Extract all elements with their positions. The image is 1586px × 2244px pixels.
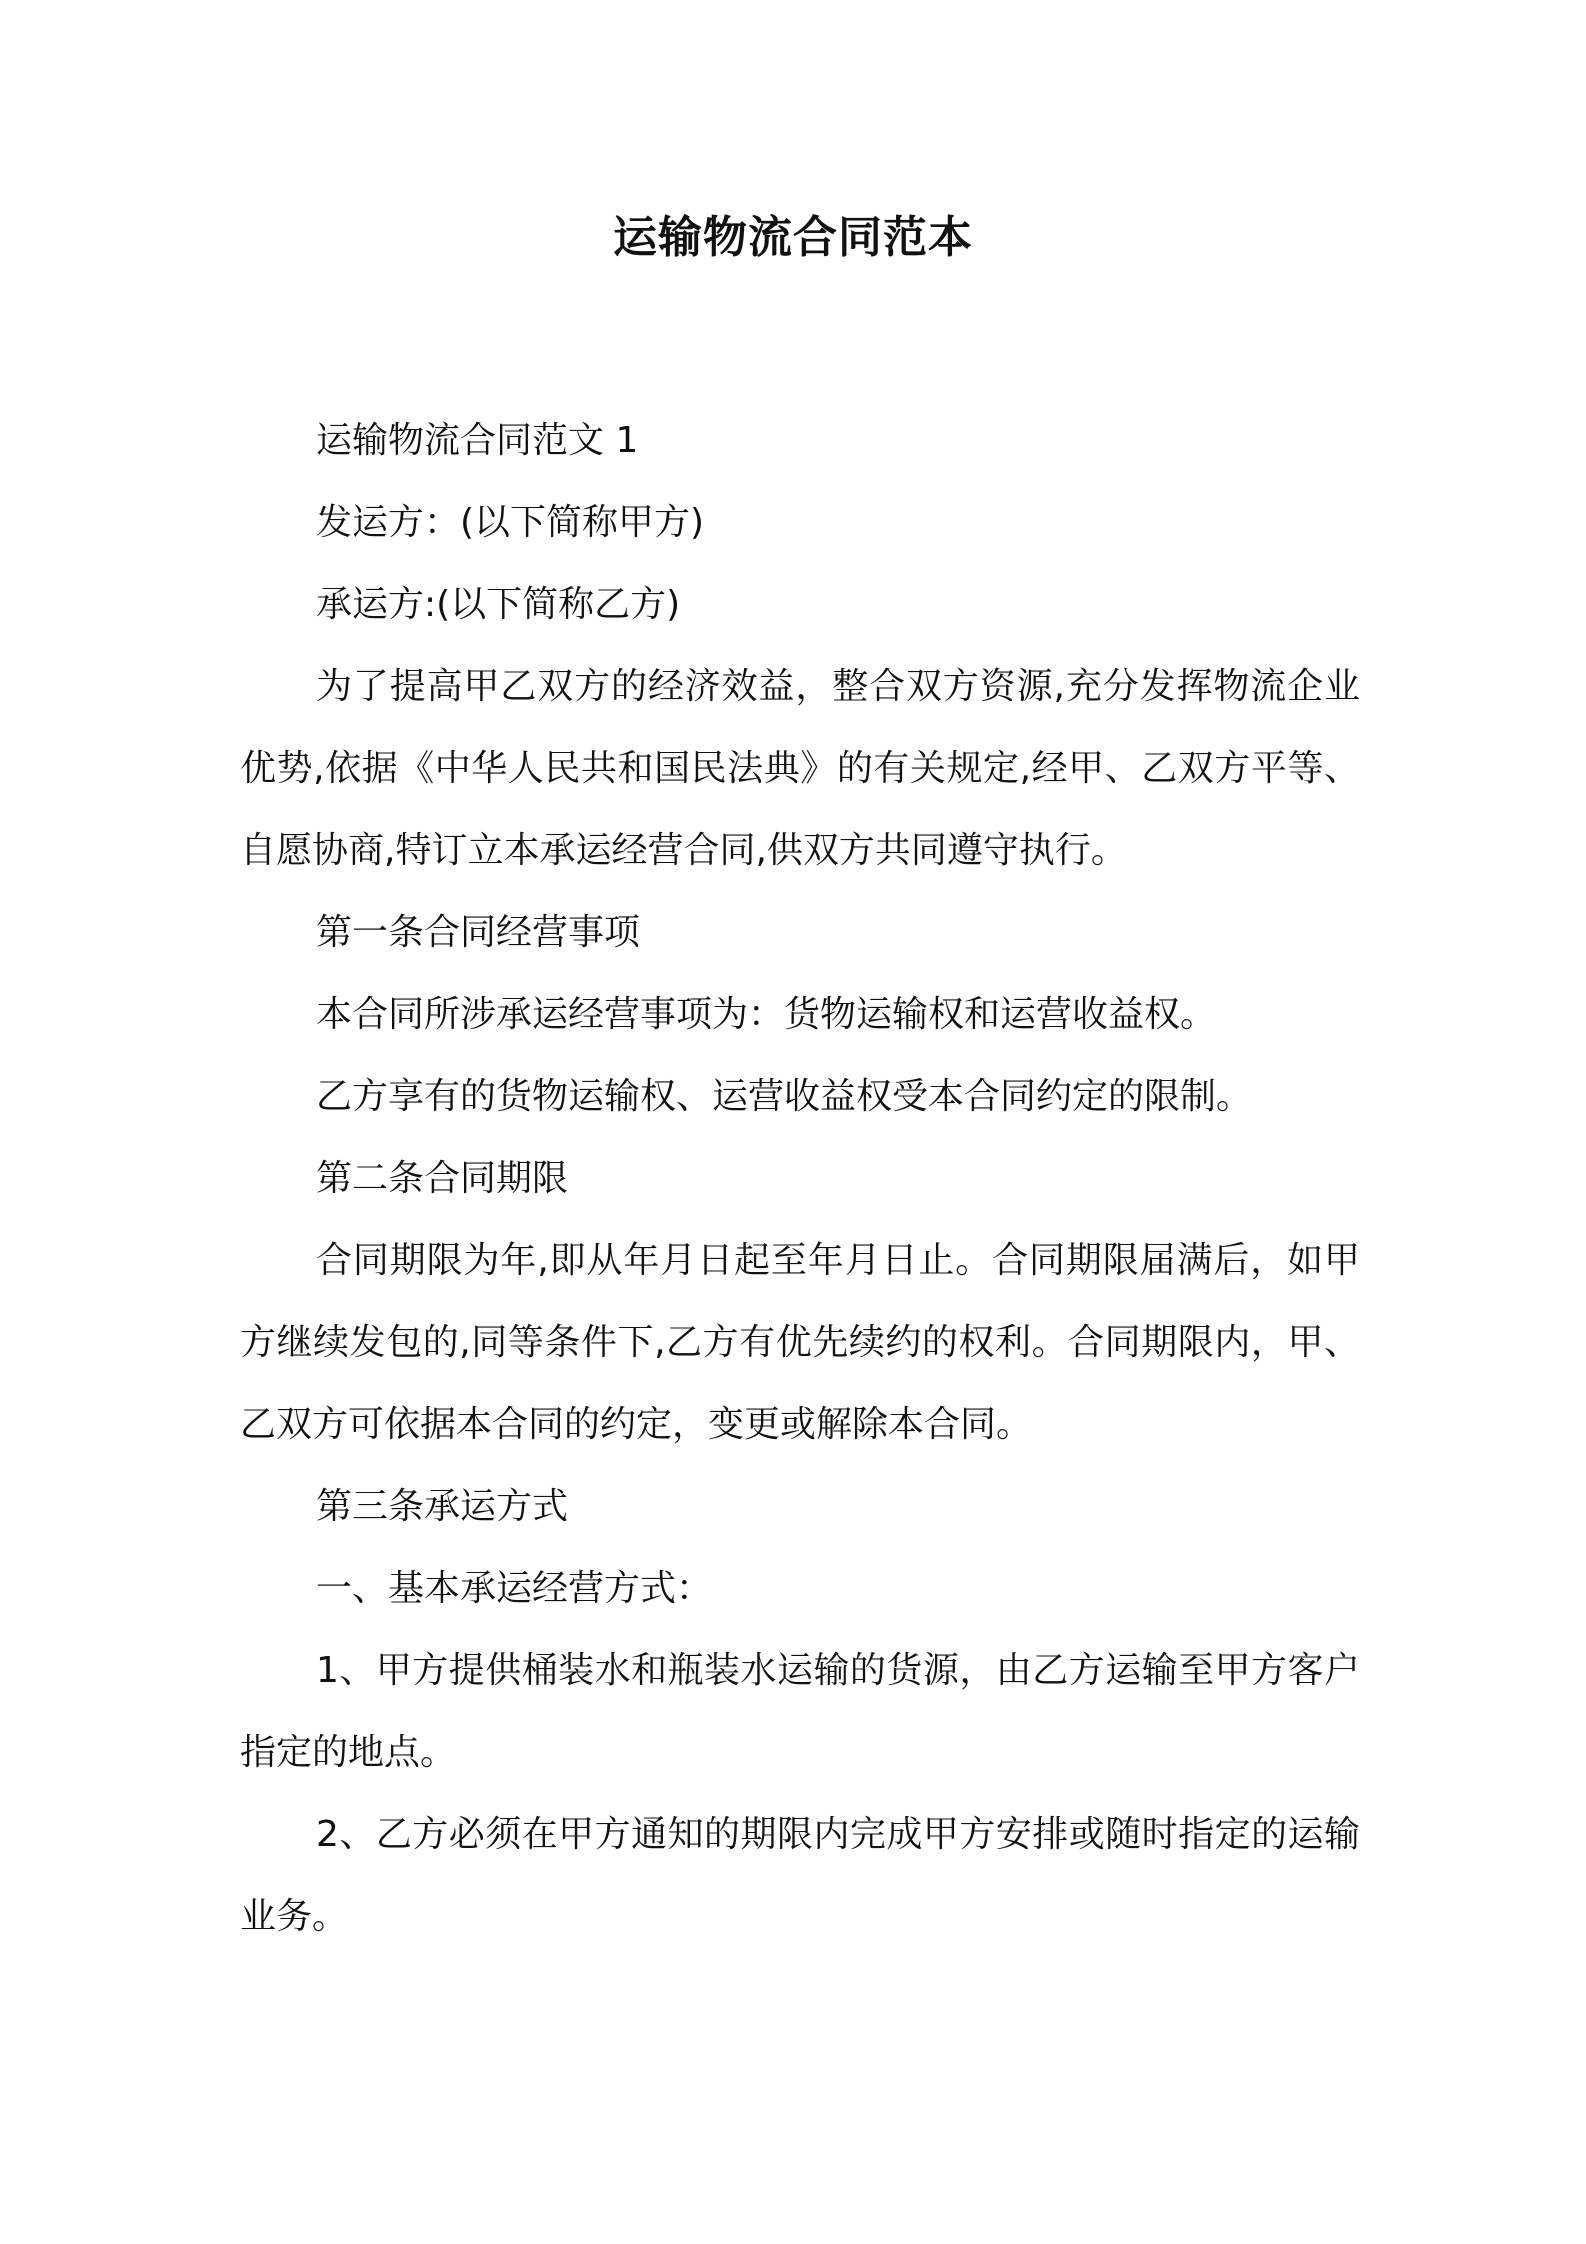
paragraph-article-3-basic-mode: 一、基本承运经营方式：	[316, 1568, 713, 1609]
paragraph-article-2-term: 合同期限为年,即从年月日起至年月日止。合同期限届满后，如甲方继续发包的,同等条件下,乙方有优先续约的权利。合同期限内，甲、乙双方可依据本合同的约定，变更或解除本合同。	[240, 1240, 1360, 1445]
document-body	[240, 400, 1360, 1958]
paragraph-preamble: 为了提高甲乙双方的经济效益，整合双方资源,充分发挥物流企业优势,依据《中华人民共和国民法典》的有关规定,经甲、乙双方平等、自愿协商,特订立本承运经营合同,供双方共同遵守执行。	[240, 666, 1360, 871]
paragraph-article-1-heading: 第一条合同经营事项	[316, 912, 641, 953]
paragraph-article-3-item-2: 2、乙方必须在甲方通知的期限内完成甲方安排或随时指定的运输业务。	[240, 1814, 1360, 1937]
paragraph-article-3-heading: 第三条承运方式	[316, 1486, 569, 1527]
document-title: 运输物流合同范本	[613, 212, 973, 263]
paragraph-shipper: 发运方：(以下简称甲方)	[316, 502, 705, 543]
paragraph-contract-sample-heading: 运输物流合同范文 1	[316, 420, 639, 461]
paragraph-carrier: 承运方:(以下简称乙方)	[316, 584, 681, 625]
paragraph-article-1-limits: 乙方享有的货物运输权、运营收益权受本合同约定的限制。	[316, 1076, 1253, 1117]
paragraph-article-2-heading: 第二条合同期限	[316, 1158, 569, 1199]
paragraph-article-3-item-1: 1、甲方提供桶装水和瓶装水运输的货源，由乙方运输至甲方客户指定的地点。	[240, 1650, 1360, 1773]
paragraph-article-1-scope: 本合同所涉承运经营事项为：货物运输权和运营收益权。	[316, 994, 1217, 1035]
